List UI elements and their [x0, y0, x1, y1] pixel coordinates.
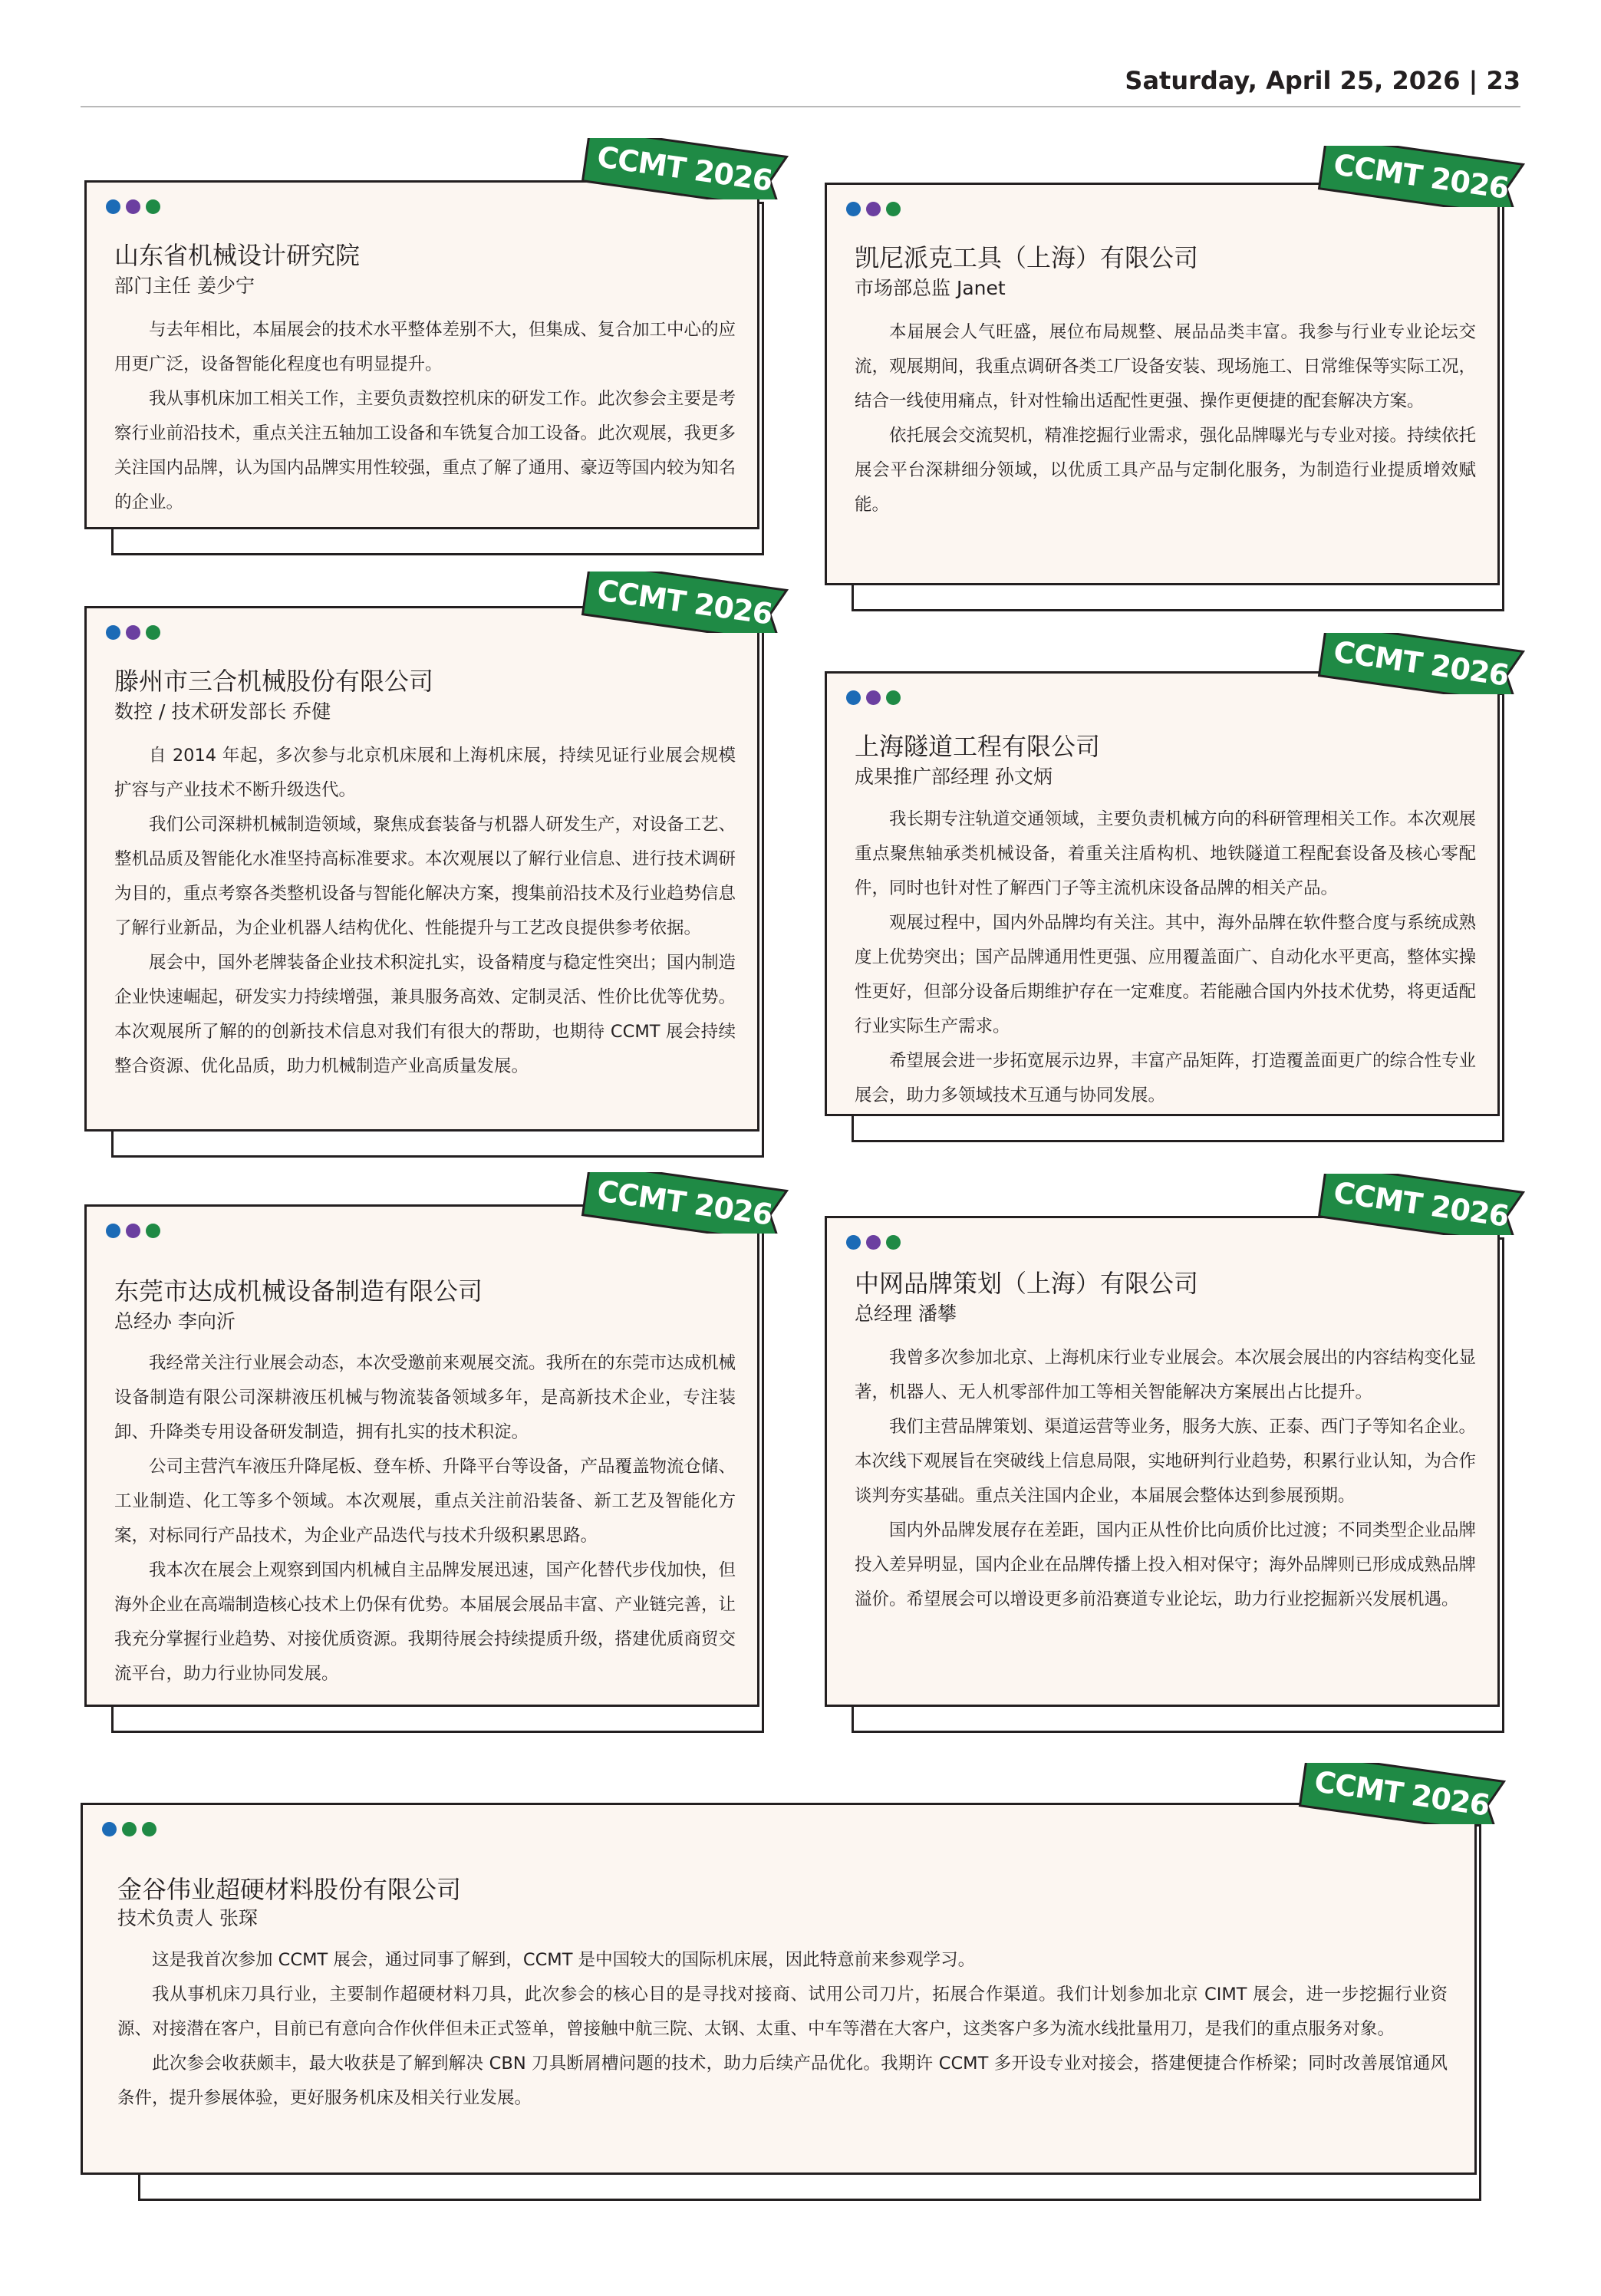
ccmt-tag: [1316, 146, 1527, 207]
paragraph: 这是我首次参加 CCMT 展会，通过同事了解到，CCMT 是中国较大的国际机床展，因此特意前来参观学习。: [152, 1950, 976, 1970]
tag-label: CCMT 2026: [1331, 634, 1511, 693]
card-front-sheet: [81, 1803, 1477, 2175]
testimonial-body: [114, 313, 736, 520]
paragraph: 希望展会进一步拓宽展示边界，丰富产品矩阵，打造覆盖面更广的综合性专业展会，助力多领域技术互通与协同发展。: [855, 1051, 1477, 1105]
company-name: 上海隧道工程有限公司: [855, 732, 1101, 761]
testimonial-card: [84, 573, 775, 1132]
paragraph: 公司主营汽车液压升降尾板、登车桥、升降平台等设备，产品覆盖物流仓储、工业制造、化工等多个领域。本次观展，重点关注前沿装备、新工艺及智能化方案，对标同行产品技术，为企业产品迭代与技术升级积累思路。: [114, 1457, 736, 1546]
green-dot-icon: [886, 690, 901, 705]
testimonial-card: [825, 634, 1511, 1116]
paragraph: 我从事机床加工相关工作，主要负责数控机床的研发工作。此次参会主要是考察行业前沿技术，重点关注五轴加工设备和车铣复合加工设备。此次观展，我更多关注国内品牌，认为国内品牌实用性较强，重点了解了通用、豪迈等国内较为知名的企业。: [114, 389, 736, 512]
tag-label: CCMT 2026: [1331, 1175, 1511, 1234]
tag-label: CCMT 2026: [595, 140, 775, 198]
paragraph: 我长期专注轨道交通领域，主要负责机械方向的科研管理相关工作。本次观展重点聚焦轴承类机械设备，着重关注盾构机、地铁隧道工程配套设备及核心零配件，同时也针对性了解西门子等主流机床设备品牌的相关产品。: [855, 809, 1477, 898]
blue-dot-icon: [106, 625, 120, 640]
ccmt-tag: [579, 138, 790, 199]
window-dots: [846, 1235, 901, 1250]
date-and-page-number: Saturday, April 25, 2026 | 23: [1125, 66, 1520, 95]
testimonial-card: [84, 140, 775, 529]
purple-dot-icon: [866, 202, 881, 216]
blue-dot-icon: [106, 199, 120, 214]
window-dots: [106, 1224, 160, 1238]
page-header: [81, 61, 1520, 107]
tag-label: CCMT 2026: [1312, 1764, 1492, 1823]
paragraph: 我们主营品牌策划、渠道运营等业务，服务大族、正泰、西门子等知名企业。本次线下观展旨在突破线上信息局限，实地研判行业趋势，积累行业认知，为合作谈判夯实基础。重点关注国内企业，本届展会整体达到参展预期。: [855, 1417, 1477, 1506]
company-name: 滕州市三合机械股份有限公司: [114, 667, 434, 696]
purple-dot-icon: [866, 1235, 881, 1250]
card-front-sheet: [84, 1204, 759, 1707]
ccmt-tag: [1316, 633, 1527, 694]
testimonial-body: [117, 1943, 1448, 2116]
blue-dot-icon: [846, 202, 861, 216]
person-role: 市场部总监 Janet: [855, 277, 1006, 299]
testimonial-body: [855, 802, 1476, 1113]
company-name: 凯尼派克工具（上海）有限公司: [855, 243, 1199, 272]
paragraph: 观展过程中，国内外品牌均有关注。其中，海外品牌在软件整合度与系统成熟度上优势突出；国产品牌通用性更强、应用覆盖面广、自动化水平更高，整体实操性更好，但部分设备后期维护存在一定难度。若能融合国内外技术优势，将更适配行业实际生产需求。: [855, 913, 1477, 1036]
testimonial-body: [855, 1341, 1476, 1617]
blue-dot-icon: [846, 1235, 861, 1250]
card-front-sheet: [825, 1216, 1500, 1707]
ccmt-tag: [579, 1172, 790, 1234]
paragraph: 我们公司深耕机械制造领域，聚焦成套装备与机器人研发生产，对设备工艺、整机品质及智能化水准坚持高标准要求。本次观展以了解行业信息、进行技术调研为目的，重点考察各类整机设备与智能化解决方案，搜集前沿技术及行业趋势信息了解行业新品，为企业机器人结构优化、性能提升与工艺改良提供参考依据。: [114, 815, 736, 938]
window-dots: [102, 1822, 156, 1836]
purple-dot-icon: [866, 690, 881, 705]
green-dot-icon: [146, 1224, 160, 1238]
paragraph: 依托展会交流契机，精准挖掘行业需求，强化品牌曝光与专业对接。持续依托展会平台深耕细分领域，以优质工具产品与定制化服务，为制造行业提质增效赋能。: [855, 426, 1477, 515]
paragraph: 此次参会收获颇丰，最大收获是了解到解决 CBN 刀具断屑槽问题的技术，助力后续产品优化。我期许 CCMT 多开设专业对接会，搭建便捷合作桥梁；同时改善展馆通风条件，提升参展体验，更好服务机床及相关行业发展。: [117, 2054, 1448, 2108]
purple-dot-icon: [126, 199, 140, 214]
card-front-sheet: [825, 671, 1500, 1116]
ccmt-tag: [579, 572, 790, 633]
green-dot-icon: [122, 1822, 137, 1836]
tag-label: CCMT 2026: [595, 573, 775, 631]
purple-dot-icon: [126, 1224, 140, 1238]
window-dots: [106, 625, 160, 640]
person-role: 技术负责人 张琛: [117, 1907, 258, 1929]
green-dot-icon: [886, 1235, 901, 1250]
ccmt-tag: [1316, 1174, 1527, 1235]
tag-label: CCMT 2026: [1331, 147, 1511, 206]
window-dots: [106, 199, 160, 214]
paragraph: 国内外品牌发展存在差距，国内正从性价比向质价比过渡；不同类型企业品牌投入差异明显，国内企业在品牌传播上投入相对保守；海外品牌则已形成成熟品牌溢价。希望展会可以增设更多前沿赛道专业论坛，助力行业挖掘新兴发展机遇。: [855, 1520, 1477, 1609]
testimonial-card: [825, 147, 1511, 585]
blue-dot-icon: [846, 690, 861, 705]
card-front-sheet: [84, 180, 759, 529]
green-dot-icon: [146, 625, 160, 640]
green-dot-icon: [886, 202, 901, 216]
window-dots: [846, 202, 901, 216]
company-name: 中网品牌策划（上海）有限公司: [855, 1269, 1199, 1298]
green-dot-icon: [142, 1822, 156, 1836]
testimonial-body: [114, 739, 736, 1084]
person-role: 部门主任 姜少宁: [114, 275, 255, 297]
blue-dot-icon: [102, 1822, 117, 1836]
card-front-sheet: [825, 183, 1500, 585]
company-name: 金谷伟业超硬材料股份有限公司: [117, 1875, 462, 1904]
testimonial-card: [825, 1175, 1511, 1707]
testimonial-card: [81, 1764, 1492, 2175]
green-dot-icon: [146, 199, 160, 214]
company-name: 山东省机械设计研究院: [114, 241, 361, 270]
testimonial-body: [855, 315, 1476, 522]
person-role: 成果推广部经理 孙文炳: [855, 766, 1053, 788]
person-role: 总经理 潘攀: [855, 1303, 957, 1325]
paragraph: 自 2014 年起，多次参与北京机床展和上海机床展，持续见证行业展会规模扩容与产业技术不断升级迭代。: [114, 746, 736, 800]
person-role: 总经办 李向沂: [114, 1310, 236, 1332]
blue-dot-icon: [106, 1224, 120, 1238]
window-dots: [846, 690, 901, 705]
testimonial-card: [84, 1174, 775, 1707]
paragraph: 本届展会人气旺盛，展位布局规整、展品品类丰富。我参与行业专业论坛交流，观展期间，我重点调研各类工厂设备安装、现场施工、日常维保等实际工况，结合一线使用痛点，针对性输出适配性更强、操作更便捷的配套解决方案。: [855, 322, 1477, 411]
paragraph: 我曾多次参加北京、上海机床行业专业展会。本次展会展出的内容结构变化显著，机器人、无人机零部件加工等相关智能解决方案展出占比提升。: [855, 1348, 1477, 1402]
card-front-sheet: [84, 606, 759, 1132]
company-name: 东莞市达成机械设备制造有限公司: [114, 1276, 483, 1306]
testimonial-body: [114, 1346, 736, 1692]
ccmt-tag: [1296, 1763, 1507, 1824]
paragraph: 我从事机床刀具行业，主要制作超硬材料刀具，此次参会的核心目的是寻找对接商、试用公司刀片，拓展合作渠道。我们计划参加北京 CIMT 展会，进一步挖掘行业资源、对接潜在客户，目前已有意向合作伙伴但未正式签单，曾接触中航三院、太钢、太重、中车等潜在大客户，这类客户多为流水线批量用刀，是我们的重点服务对象。: [117, 1985, 1448, 2039]
purple-dot-icon: [126, 625, 140, 640]
tag-label: CCMT 2026: [595, 1174, 775, 1232]
paragraph: 我本次在展会上观察到国内机械自主品牌发展迅速，国产化替代步伐加快，但海外企业在高端制造核心技术上仍保有优势。本届展会展品丰富、产业链完善，让我充分掌握行业趋势、对接优质资源。我期待展会持续提质升级，搭建优质商贸交流平台，助力行业协同发展。: [114, 1560, 736, 1684]
paragraph: 与去年相比，本届展会的技术水平整体差别不大，但集成、复合加工中心的应用更广泛，设备智能化程度也有明显提升。: [114, 320, 736, 374]
paragraph: 展会中，国外老牌装备企业技术积淀扎实，设备精度与稳定性突出；国内制造企业快速崛起，研发实力持续增强，兼具服务高效、定制灵活、性价比优等优势。本次观展所了解的的创新技术信息对我们有很大的帮助，也期待 CCMT 展会持续整合资源、优化品质，助力机械制造产业高质量发展。: [114, 953, 736, 1076]
person-role: 数控 / 技术研发部长 乔健: [114, 700, 331, 723]
paragraph: 我经常关注行业展会动态，本次受邀前来观展交流。我所在的东莞市达成机械设备制造有限公司深耕液压机械与物流装备领域多年，是高新技术企业，专注装卸、升降类专用设备研发制造，拥有扎实的技术积淀。: [114, 1353, 736, 1442]
